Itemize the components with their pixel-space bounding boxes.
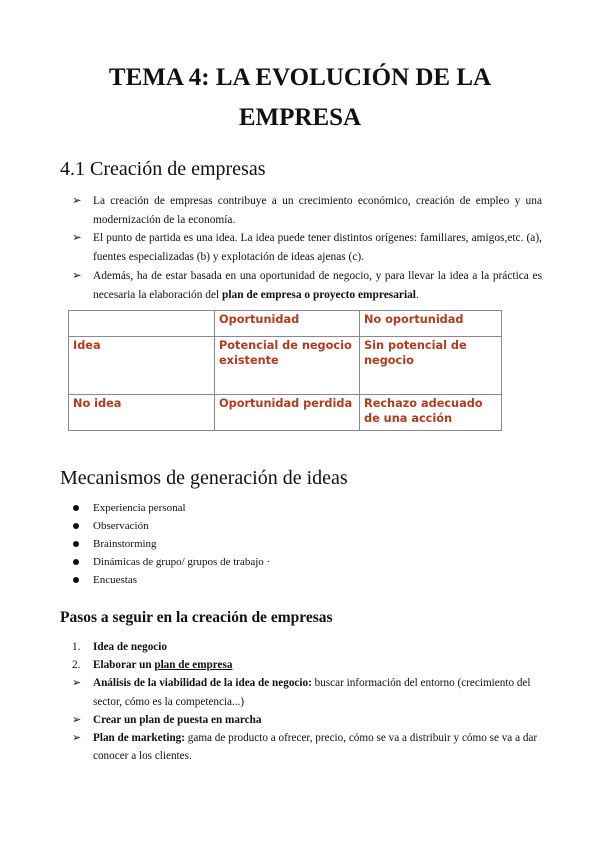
arrowhead-bullet-icon: ➢: [72, 269, 82, 282]
bullet-dot-icon: [73, 505, 79, 511]
table-row-header-cell: No idea: [69, 395, 215, 431]
arrowhead-bullet-icon: ➢: [72, 195, 82, 207]
document-title: [60, 58, 540, 138]
list-item: 1. Idea de negocio: [72, 638, 542, 656]
table-row: [69, 395, 502, 431]
steps-list: [72, 638, 542, 765]
list-item: Dinámicas de grupo/ grupos de trabajo ·: [72, 553, 532, 571]
list-item: ➢ Además, ha de estar basada en una oportunidad de negocio, y para llevar la idea a la práctica es necesaria la elaboración del plan de empresa o proyecto empresarial.: [72, 267, 542, 304]
plan-empresa-link-text: plan de empresa: [154, 659, 233, 672]
title-line-2: EMPRESA: [238, 104, 362, 131]
idea-opportunity-matrix: [68, 310, 502, 431]
list-item: Experiencia personal: [72, 499, 532, 517]
list-item: ➢ Crear un plan de puesta en marcha: [72, 711, 542, 729]
step-number: 1.: [72, 641, 81, 653]
bullet-dot-icon: [73, 541, 79, 547]
list-item: ➢ El punto de partida es una idea. La idea puede tener distintos orígenes: familiares, amigos,etc. (a), fuentes especializadas (b) y explotación de ideas ajenas (c).: [72, 229, 542, 266]
arrowhead-bullet-icon: ➢: [72, 713, 82, 726]
arrowhead-bullet-icon: ➢: [72, 677, 82, 690]
table-header-cell: No oportunidad: [360, 311, 502, 337]
list-item: Brainstorming: [72, 535, 532, 553]
section-heading-mecanismos: Mecanismos de generación de ideas: [60, 467, 348, 489]
bullet-dot-icon: [73, 523, 79, 529]
arrowhead-bullet-icon: ➢: [72, 232, 82, 245]
plan-empresa-emphasis: plan de empresa o proyecto empresarial: [222, 288, 416, 301]
table-header-cell: Oportunidad: [215, 311, 360, 337]
title-line-1: TEMA 4: LA EVOLUCIÓN DE LA: [108, 64, 492, 91]
bullet-dot-icon: [73, 577, 79, 583]
list-item: Observación: [72, 517, 532, 535]
list-item: ➢ La creación de empresas contribuye a un crecimiento económico, creación de empleo y una modernización de la economía.: [72, 192, 542, 229]
table-cell: Rechazo adecuado de una acción: [360, 395, 502, 431]
step-number: 2.: [72, 659, 81, 672]
creation-bullet-list: [72, 192, 542, 304]
list-item: Encuestas: [72, 571, 532, 589]
list-item: ➢ Análisis de la viabilidad de la idea de negocio: buscar información del entorno (crecimiento del sector, cómo es la competencia...): [72, 674, 542, 710]
table-cell: [69, 311, 215, 337]
bullet-dot-icon: [73, 559, 79, 565]
table-cell: Oportunidad perdida: [215, 395, 360, 431]
section-heading-pasos: Pasos a seguir en la creación de empresas: [60, 609, 333, 626]
table-row: [69, 311, 502, 337]
arrowhead-bullet-icon: ➢: [72, 732, 82, 745]
list-item: ➢ Plan de marketing: gama de producto a ofrecer, precio, cómo se va a distribuir y cómo se va a dar conocer a los clientes.: [72, 729, 542, 765]
table-row-header-cell: Idea: [69, 337, 215, 395]
list-item: 2. Elaborar un plan de empresa: [72, 656, 542, 674]
table-cell: Potencial de negocio existente: [215, 337, 360, 395]
table-cell: Sin potencial de negocio: [360, 337, 502, 395]
section-heading-creacion: 4.1 Creación de empresas: [60, 158, 266, 180]
ideas-mechanisms-list: [72, 499, 532, 589]
table-row: [69, 337, 502, 395]
